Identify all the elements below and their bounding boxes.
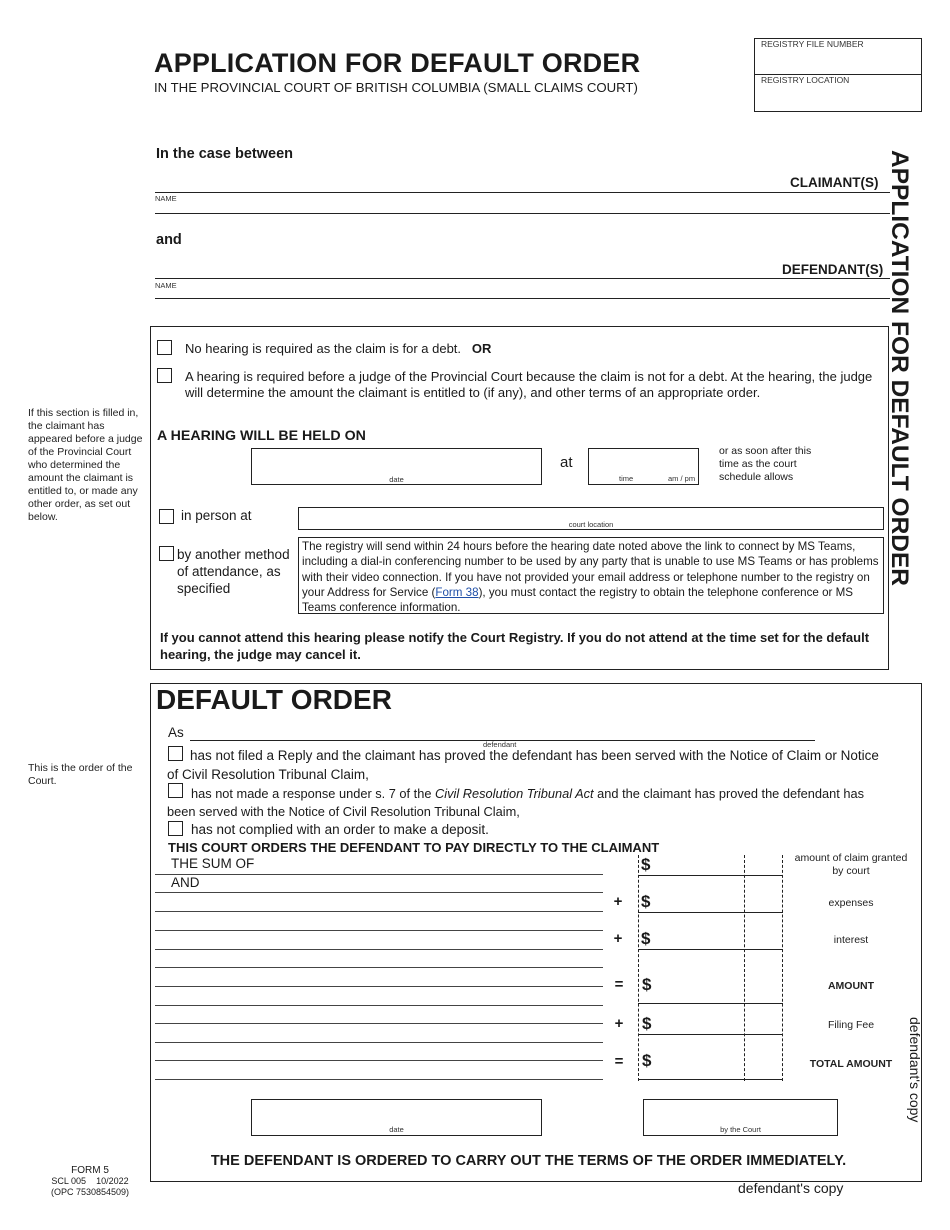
no-deposit-checkbox[interactable]: [168, 821, 183, 836]
expenses-dollar-sign: $: [641, 892, 651, 911]
interest-label: interest: [833, 934, 869, 946]
hearing-held-on-label: A HEARING WILL BE HELD ON: [157, 428, 366, 444]
side-title: APPLICATION FOR DEFAULT ORDER: [886, 150, 913, 586]
interest-dollar-sign: $: [641, 929, 651, 948]
court-location-field[interactable]: [298, 507, 884, 530]
hearing-time-field[interactable]: [588, 448, 699, 485]
by-court-field[interactable]: [643, 1099, 838, 1136]
no-hearing-option: [185, 341, 491, 356]
or-label: OR: [471, 341, 492, 356]
hearing-section: [150, 326, 889, 670]
as-label: As: [168, 725, 184, 740]
other-method-label: by another method of attendance, as specified: [177, 547, 290, 596]
amount-dollar-sign: $: [642, 975, 652, 994]
in-person-checkbox[interactable]: [159, 509, 174, 524]
sum-of-label: THE SUM OF: [171, 856, 255, 871]
form-code: SCL 005 10/2022: [51, 1176, 129, 1186]
at-label: at: [560, 454, 573, 471]
amount-field[interactable]: [657, 975, 783, 1003]
registry-location-field[interactable]: [755, 86, 921, 111]
ampm-label: am / pm: [668, 474, 696, 483]
soon-after-note: or as soon after this time as the court schedule allows: [719, 445, 812, 483]
hearing-required-text: A hearing is required before a judge of the Provincial Court because the claim is not for a debt. At the hearing, the judge will determine the amount the claimant is entitled to (if any), and other terms of an appropriate order.: [185, 369, 873, 400]
registry-box: [754, 38, 922, 112]
in-person-label: in person at: [181, 508, 252, 523]
form-number: FORM 5: [71, 1165, 109, 1176]
filing-fee-label: Filing Fee: [827, 1019, 875, 1031]
hearing-side-note: If this section is filled in, the claimant has appeared before a judge of the Provincial Court who determined the amount the claimant is entitled to, or made any other order, as set out below.: [28, 407, 143, 523]
hearing-time-label: time: [619, 474, 634, 483]
final-notice: THE DEFENDANT IS ORDERED TO CARRY OUT THE TERMS OF THE ORDER IMMEDIATELY.: [210, 1153, 847, 1169]
court-location-label: court location: [568, 520, 614, 529]
claimant-name-field[interactable]: [155, 164, 890, 192]
form-subtitle: IN THE PROVINCIAL COURT OF BRITISH COLUMBIA (SMALL CLAIMS COURT): [154, 80, 638, 95]
orders-heading: THIS COURT ORDERS THE DEFENDANT TO PAY DIRECTLY TO THE CLAIMANT: [168, 840, 660, 855]
other-method-checkbox[interactable]: [159, 546, 174, 561]
no-crt-response-text: has not made a response under s. 7 of the Civil Resolution Tribunal Act and the claimant has proved the defendant has been served with the Notice of Civil Resolution Tribunal Claim,: [167, 786, 864, 819]
registry-location-label: REGISTRY LOCATION: [761, 75, 850, 85]
interest-plus: +: [613, 930, 623, 947]
no-hearing-text: No hearing is required as the claim is for a debt.: [185, 341, 462, 356]
no-hearing-checkbox[interactable]: [157, 340, 172, 355]
defendant-label: DEFENDANT(S): [782, 262, 884, 277]
as-defendant-field[interactable]: [190, 720, 815, 740]
defendant-name-label: NAME: [155, 281, 177, 290]
order-date-label: date: [389, 1125, 404, 1134]
total-amount-field[interactable]: [657, 1051, 783, 1079]
no-reply-text: has not filed a Reply and the claimant has proved the defendant has been served with the Notice of Claim or Notice of Civil Resolution Tribunal Claim,: [167, 748, 879, 782]
and-label: and: [156, 232, 182, 248]
registry-file-number-label: REGISTRY FILE NUMBER: [761, 39, 864, 49]
claimant-label: CLAIMANT(S): [790, 175, 879, 190]
amount-equals: =: [614, 976, 624, 993]
form-title: APPLICATION FOR DEFAULT ORDER: [154, 48, 641, 78]
by-court-label: by the Court: [720, 1125, 761, 1134]
filing-fee-field[interactable]: [657, 1014, 783, 1034]
claimant-name-label: NAME: [155, 194, 177, 203]
side-copy-label: defendant's copy: [907, 1017, 923, 1123]
hearing-required-checkbox[interactable]: [157, 368, 172, 383]
defendant-name-field[interactable]: [155, 250, 890, 278]
other-method-info: [298, 537, 884, 614]
order-date-field[interactable]: [251, 1099, 542, 1136]
copy-label: defendant's copy: [738, 1180, 844, 1196]
case-between-label: In the case between: [156, 146, 293, 162]
form-38-link[interactable]: Form 38: [435, 585, 479, 599]
amount-label: AMOUNT: [827, 980, 875, 992]
hearing-date-field[interactable]: [251, 448, 542, 485]
no-deposit-text: has not complied with an order to make a deposit.: [191, 822, 489, 837]
hearing-date-label: date: [389, 475, 404, 484]
default-order-title: DEFAULT ORDER: [156, 684, 392, 715]
interest-field[interactable]: [657, 929, 783, 949]
order-side-note: This is the order of the Court.: [28, 762, 133, 787]
expenses-label: expenses: [828, 897, 874, 909]
and-terms-label: AND: [171, 875, 200, 890]
hearing-notice: If you cannot attend this hearing please notify the Court Registry. If you do not attend at the time set for the default hearing, the judge may cancel it.: [160, 630, 870, 662]
expenses-field[interactable]: [657, 892, 783, 912]
expenses-plus: +: [613, 893, 623, 910]
filing-fee-dollar-sign: $: [642, 1014, 652, 1033]
total-dollar-sign: $: [642, 1051, 652, 1070]
sum-dollar-sign: $: [641, 855, 651, 874]
filing-fee-plus: +: [614, 1015, 624, 1032]
registry-file-number-field[interactable]: [755, 49, 921, 74]
amount-of-claim-field[interactable]: [657, 855, 783, 875]
other-method-text-2: ), you must contact the registry to obtain the telephone conference or MS Teams conference information.: [302, 585, 853, 615]
as-defendant-label: defendant: [483, 740, 517, 749]
other-method-text-1: The registry will send within 24 hours before the hearing date noted above the link to connect by MS Teams, including a dial-in conferencing number to be used by any party that is unable to use MS Teams or has problems with their video connection. If you have not provided your email address or telephone number to the registry on your Address for Service (: [302, 540, 879, 599]
total-equals: =: [614, 1053, 624, 1070]
opc-number: (OPC 7530854509): [50, 1187, 130, 1197]
total-amount-label: TOTAL AMOUNT: [809, 1058, 893, 1070]
amount-of-claim-label: amount of claim granted by court: [794, 852, 908, 877]
